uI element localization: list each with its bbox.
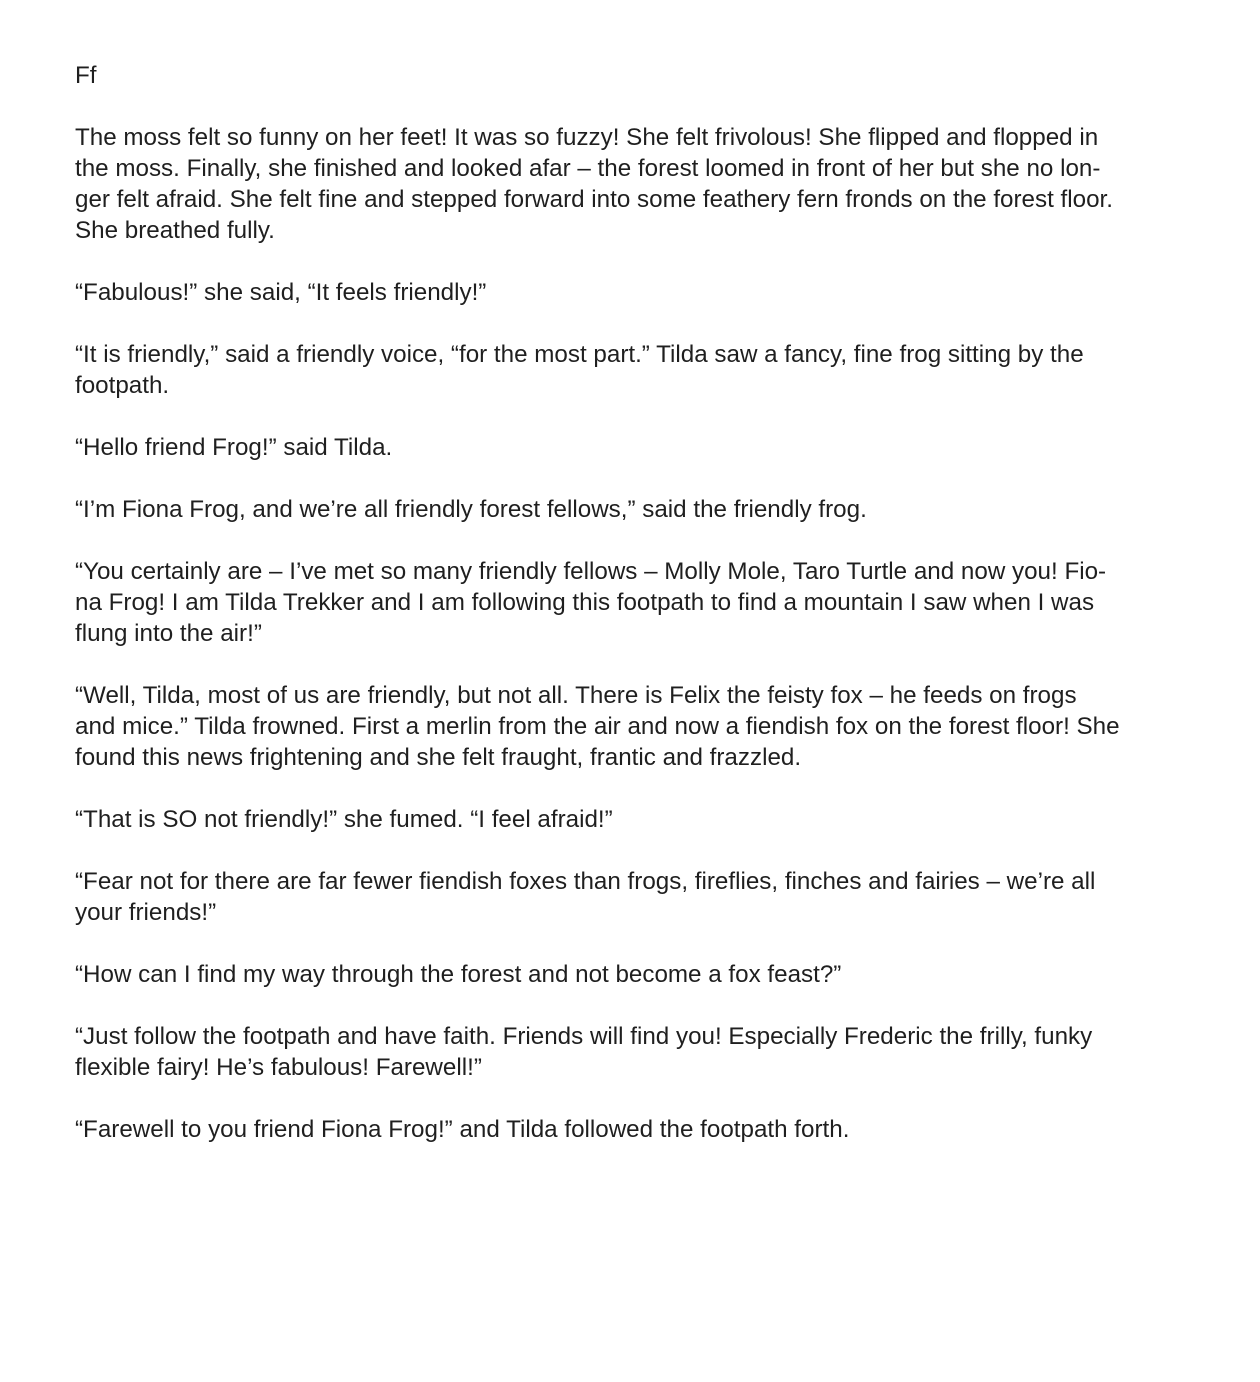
paragraph xyxy=(75,339,1195,401)
document-page xyxy=(75,60,1195,1176)
paragraph-line: flexible fairy! He’s fabulous! Farewell!” xyxy=(75,1054,482,1081)
paragraph-line: footpath. xyxy=(75,372,170,399)
paragraph-line: ger felt afraid. She felt fine and stepped forward into some feathery fern fronds on the forest floor. xyxy=(75,186,1113,213)
paragraph-line: “You certainly are – I’ve met so many friendly fellows – Molly Mole, Taro Turtle and now you! Fio- xyxy=(75,558,1107,585)
paragraph-line: the moss. Finally, she finished and looked afar – the forest loomed in front of her but she no lon- xyxy=(75,155,1101,182)
paragraph-line: She breathed fully. xyxy=(75,217,275,244)
paragraph-line: na Frog! I am Tilda Trekker and I am following this footpath to find a mountain I saw when I was xyxy=(75,589,1095,616)
paragraph xyxy=(75,432,1195,463)
paragraph-line: “Well, Tilda, most of us are friendly, but not all. There is Felix the feisty fox – he feeds on frogs xyxy=(75,682,1077,709)
paragraph-line: and mice.” Tilda frowned. First a merlin from the air and now a fiendish fox on the forest floor! She xyxy=(75,713,1120,740)
paragraph xyxy=(75,1114,1195,1145)
paragraph xyxy=(75,494,1195,525)
paragraph xyxy=(75,277,1195,308)
paragraph-line: found this news frightening and she felt fraught, frantic and frazzled. xyxy=(75,744,802,771)
paragraph-line: your friends!” xyxy=(75,899,217,926)
paragraph xyxy=(75,804,1195,835)
paragraph xyxy=(75,1021,1195,1083)
paragraph-line: “Just follow the footpath and have faith. Friends will find you! Especially Frederic the frilly, funky xyxy=(75,1023,1093,1050)
letter-heading: Ff xyxy=(75,62,97,89)
paragraph xyxy=(75,680,1195,773)
story-body xyxy=(75,122,1195,1145)
paragraph-line: flung into the air!” xyxy=(75,620,262,647)
paragraph xyxy=(75,556,1195,649)
paragraph-line: “Farewell to you friend Fiona Frog!” and Tilda followed the footpath forth. xyxy=(75,1116,850,1143)
paragraph-line: The moss felt so funny on her feet! It was so fuzzy! She felt frivolous! She flipped and flopped in xyxy=(75,124,1099,151)
paragraph-line: “I’m Fiona Frog, and we’re all friendly forest fellows,” said the friendly frog. xyxy=(75,496,867,523)
paragraph xyxy=(75,866,1195,928)
paragraph-line: “How can I find my way through the forest and not become a fox feast?” xyxy=(75,961,842,988)
paragraph xyxy=(75,122,1195,246)
paragraph-line: “Fear not for there are far fewer fiendish foxes than frogs, fireflies, finches and fairies – we’re all xyxy=(75,868,1096,895)
paragraph-line: “That is SO not friendly!” she fumed. “I feel afraid!” xyxy=(75,806,613,833)
paragraph-line: “Hello friend Frog!” said Tilda. xyxy=(75,434,393,461)
paragraph-line: “Fabulous!” she said, “It feels friendly!” xyxy=(75,279,487,306)
paragraph-line: “It is friendly,” said a friendly voice, “for the most part.” Tilda saw a fancy, fine frog sitting by the xyxy=(75,341,1084,368)
paragraph xyxy=(75,959,1195,990)
